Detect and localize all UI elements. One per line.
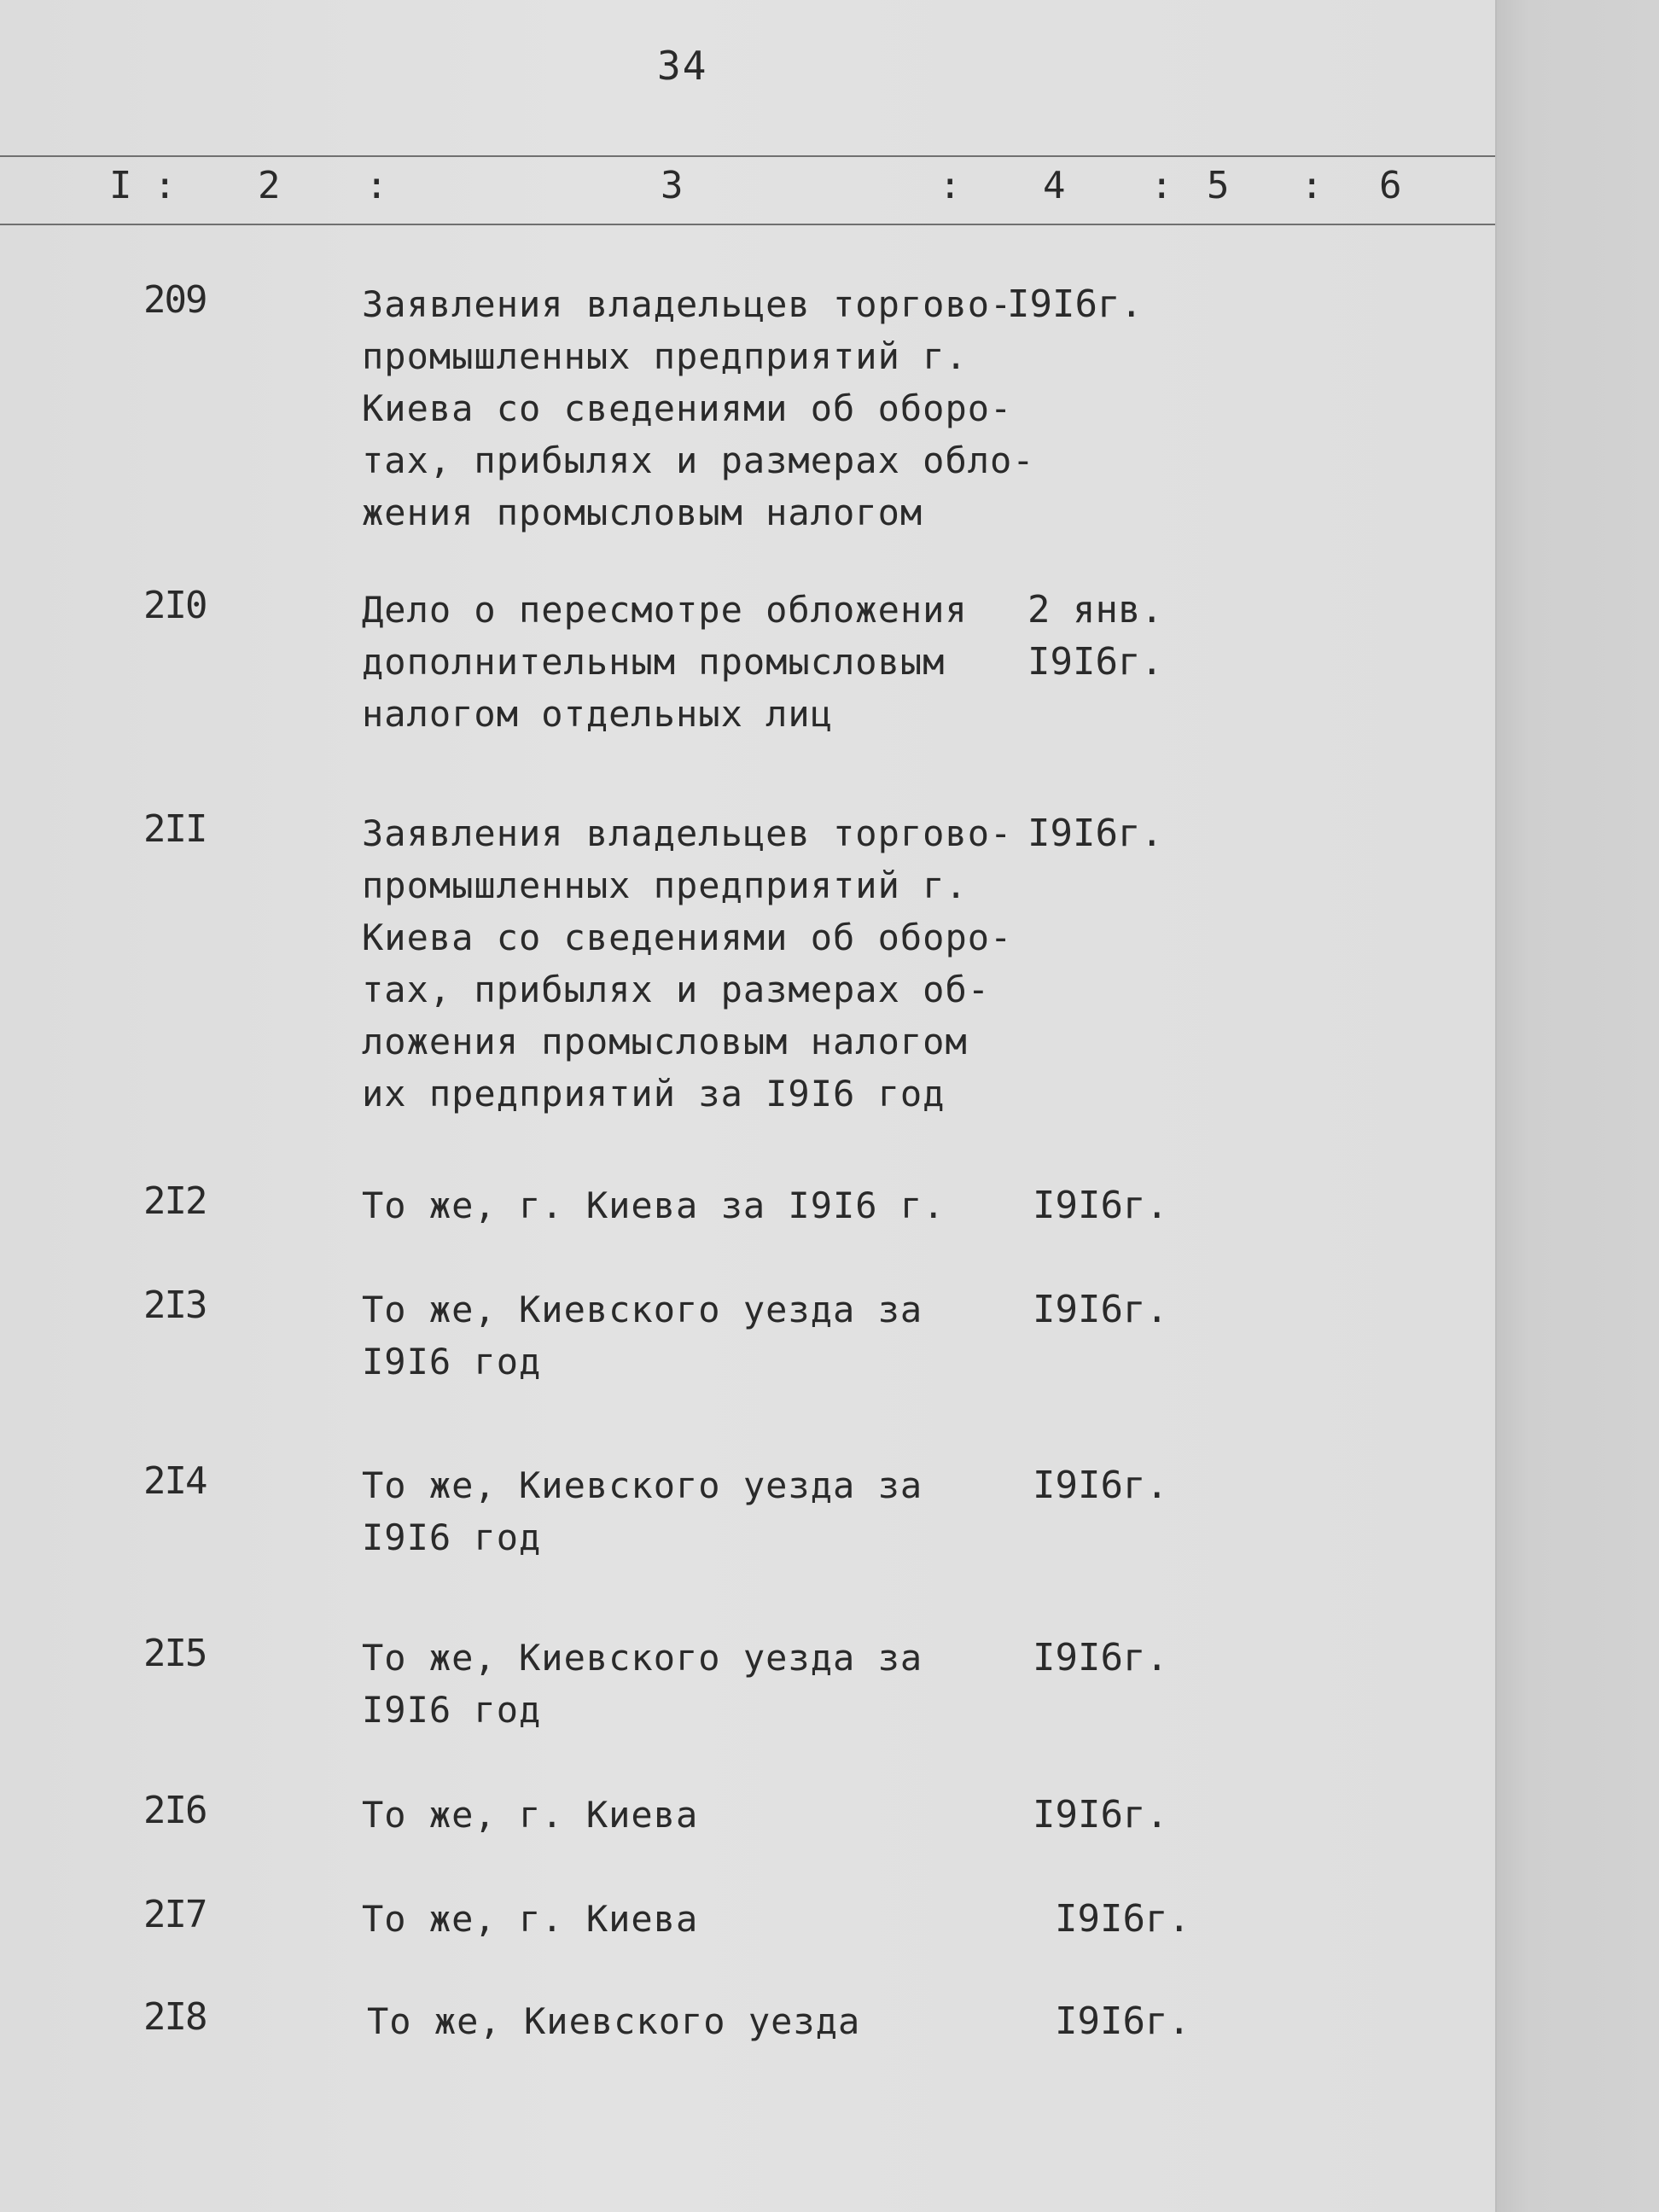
column-separator: :	[1150, 164, 1173, 207]
description-line: ложения промысловым налогом	[362, 1021, 968, 1062]
page-edge-shadow	[1495, 0, 1659, 2212]
entry-description	[362, 278, 1035, 538]
date-line: I9I6г.	[1033, 1288, 1168, 1331]
date-line: I9I6г.	[1027, 640, 1163, 684]
description-line: Киева со сведениями об оборо-	[362, 917, 1013, 958]
description-line: жения промысловым налогом	[362, 492, 923, 533]
description-line: их предприятий за I9I6 год	[362, 1073, 946, 1115]
column-header-4: 4	[1043, 164, 1066, 207]
description-line: Заявления владельцев торгово-	[362, 283, 1013, 325]
date-line: I9I6г.	[1033, 1184, 1168, 1227]
date-line: I9I6г.	[1055, 1897, 1190, 1941]
entry-description	[362, 1789, 1010, 1841]
entry-date	[1033, 1459, 1168, 1511]
column-header-1: I	[109, 164, 132, 207]
entry-description	[367, 1995, 1016, 2047]
description-line: То же, Киевского уезда за	[362, 1289, 923, 1330]
entry-date	[1027, 584, 1163, 688]
description-line: То же, г. Киева	[362, 1898, 699, 1940]
column-header-2: 2	[258, 164, 281, 207]
description-line: промышленных предприятий г.	[362, 335, 968, 377]
entry-number: 2I4	[143, 1459, 207, 1503]
description-line: Дело о пересмотре обложения	[362, 589, 968, 631]
column-separator: :	[1301, 164, 1324, 207]
column-header-5: 5	[1207, 164, 1230, 207]
page-number: 34	[657, 43, 708, 89]
description-line: Киева со сведениями об оборо-	[362, 387, 1013, 429]
date-line: I9I6г.	[1055, 2000, 1190, 2043]
column-separator: :	[939, 164, 962, 207]
description-line: I9I6 год	[362, 1689, 542, 1731]
column-header-3: 3	[661, 164, 684, 207]
entry-date	[1055, 1995, 1190, 2047]
entry-number: 2I0	[143, 584, 207, 627]
entry-number: 2I6	[143, 1789, 207, 1832]
entry-number: 2II	[143, 807, 207, 851]
description-line: То же, Киевского уезда	[367, 2000, 861, 2042]
entry-description	[362, 1459, 1010, 1563]
entry-description	[362, 1632, 1010, 1736]
entry-description	[362, 807, 1013, 1120]
entry-description	[362, 1284, 1010, 1388]
description-line: I9I6 год	[362, 1516, 542, 1558]
date-line: I9I6г.	[1033, 1636, 1168, 1679]
entry-date	[1055, 1893, 1190, 1945]
column-header-6: 6	[1379, 164, 1402, 207]
description-line: То же, г. Киева	[362, 1794, 699, 1836]
entry-date	[1033, 1632, 1168, 1684]
entry-description	[362, 1179, 1010, 1231]
description-line: То же, Киевского уезда за	[362, 1637, 923, 1679]
description-line: тах, прибылях и размерах обло-	[362, 439, 1035, 481]
entry-date	[1027, 807, 1163, 859]
description-line: Заявления владельцев торгово-	[362, 812, 1013, 854]
entry-number: 2I5	[143, 1632, 207, 1675]
date-line: I9I6г.	[1007, 282, 1143, 326]
description-line: То же, г. Киева за I9I6 г.	[362, 1185, 946, 1226]
description-line: I9I6 год	[362, 1341, 542, 1382]
description-line: тах, прибылях и размерах об-	[362, 969, 991, 1010]
description-line: дополнительным промысловым	[362, 641, 946, 683]
entry-date	[1007, 278, 1143, 330]
entry-number: 2I7	[143, 1893, 207, 1936]
description-line: То же, Киевского уезда за	[362, 1464, 923, 1506]
header-rule-bottom	[0, 224, 1495, 225]
column-separator: :	[154, 164, 177, 207]
date-line: 2 янв.	[1027, 588, 1163, 632]
entry-number: 2I3	[143, 1284, 207, 1327]
entry-number: 2I2	[143, 1179, 207, 1223]
entry-date	[1033, 1179, 1168, 1231]
entry-number: 2I8	[143, 1995, 207, 2039]
description-line: промышленных предприятий г.	[362, 864, 968, 906]
entry-date	[1033, 1284, 1168, 1336]
date-line: I9I6г.	[1033, 1793, 1168, 1837]
entry-number: 209	[143, 278, 207, 322]
header-rule-top	[0, 155, 1495, 157]
description-line: налогом отдельных лиц	[362, 693, 834, 735]
entry-date	[1033, 1789, 1168, 1841]
date-line: I9I6г.	[1027, 812, 1163, 855]
date-line: I9I6г.	[1033, 1464, 1168, 1507]
entry-description	[362, 584, 1010, 740]
entry-description	[362, 1893, 1010, 1945]
column-separator: :	[365, 164, 388, 207]
